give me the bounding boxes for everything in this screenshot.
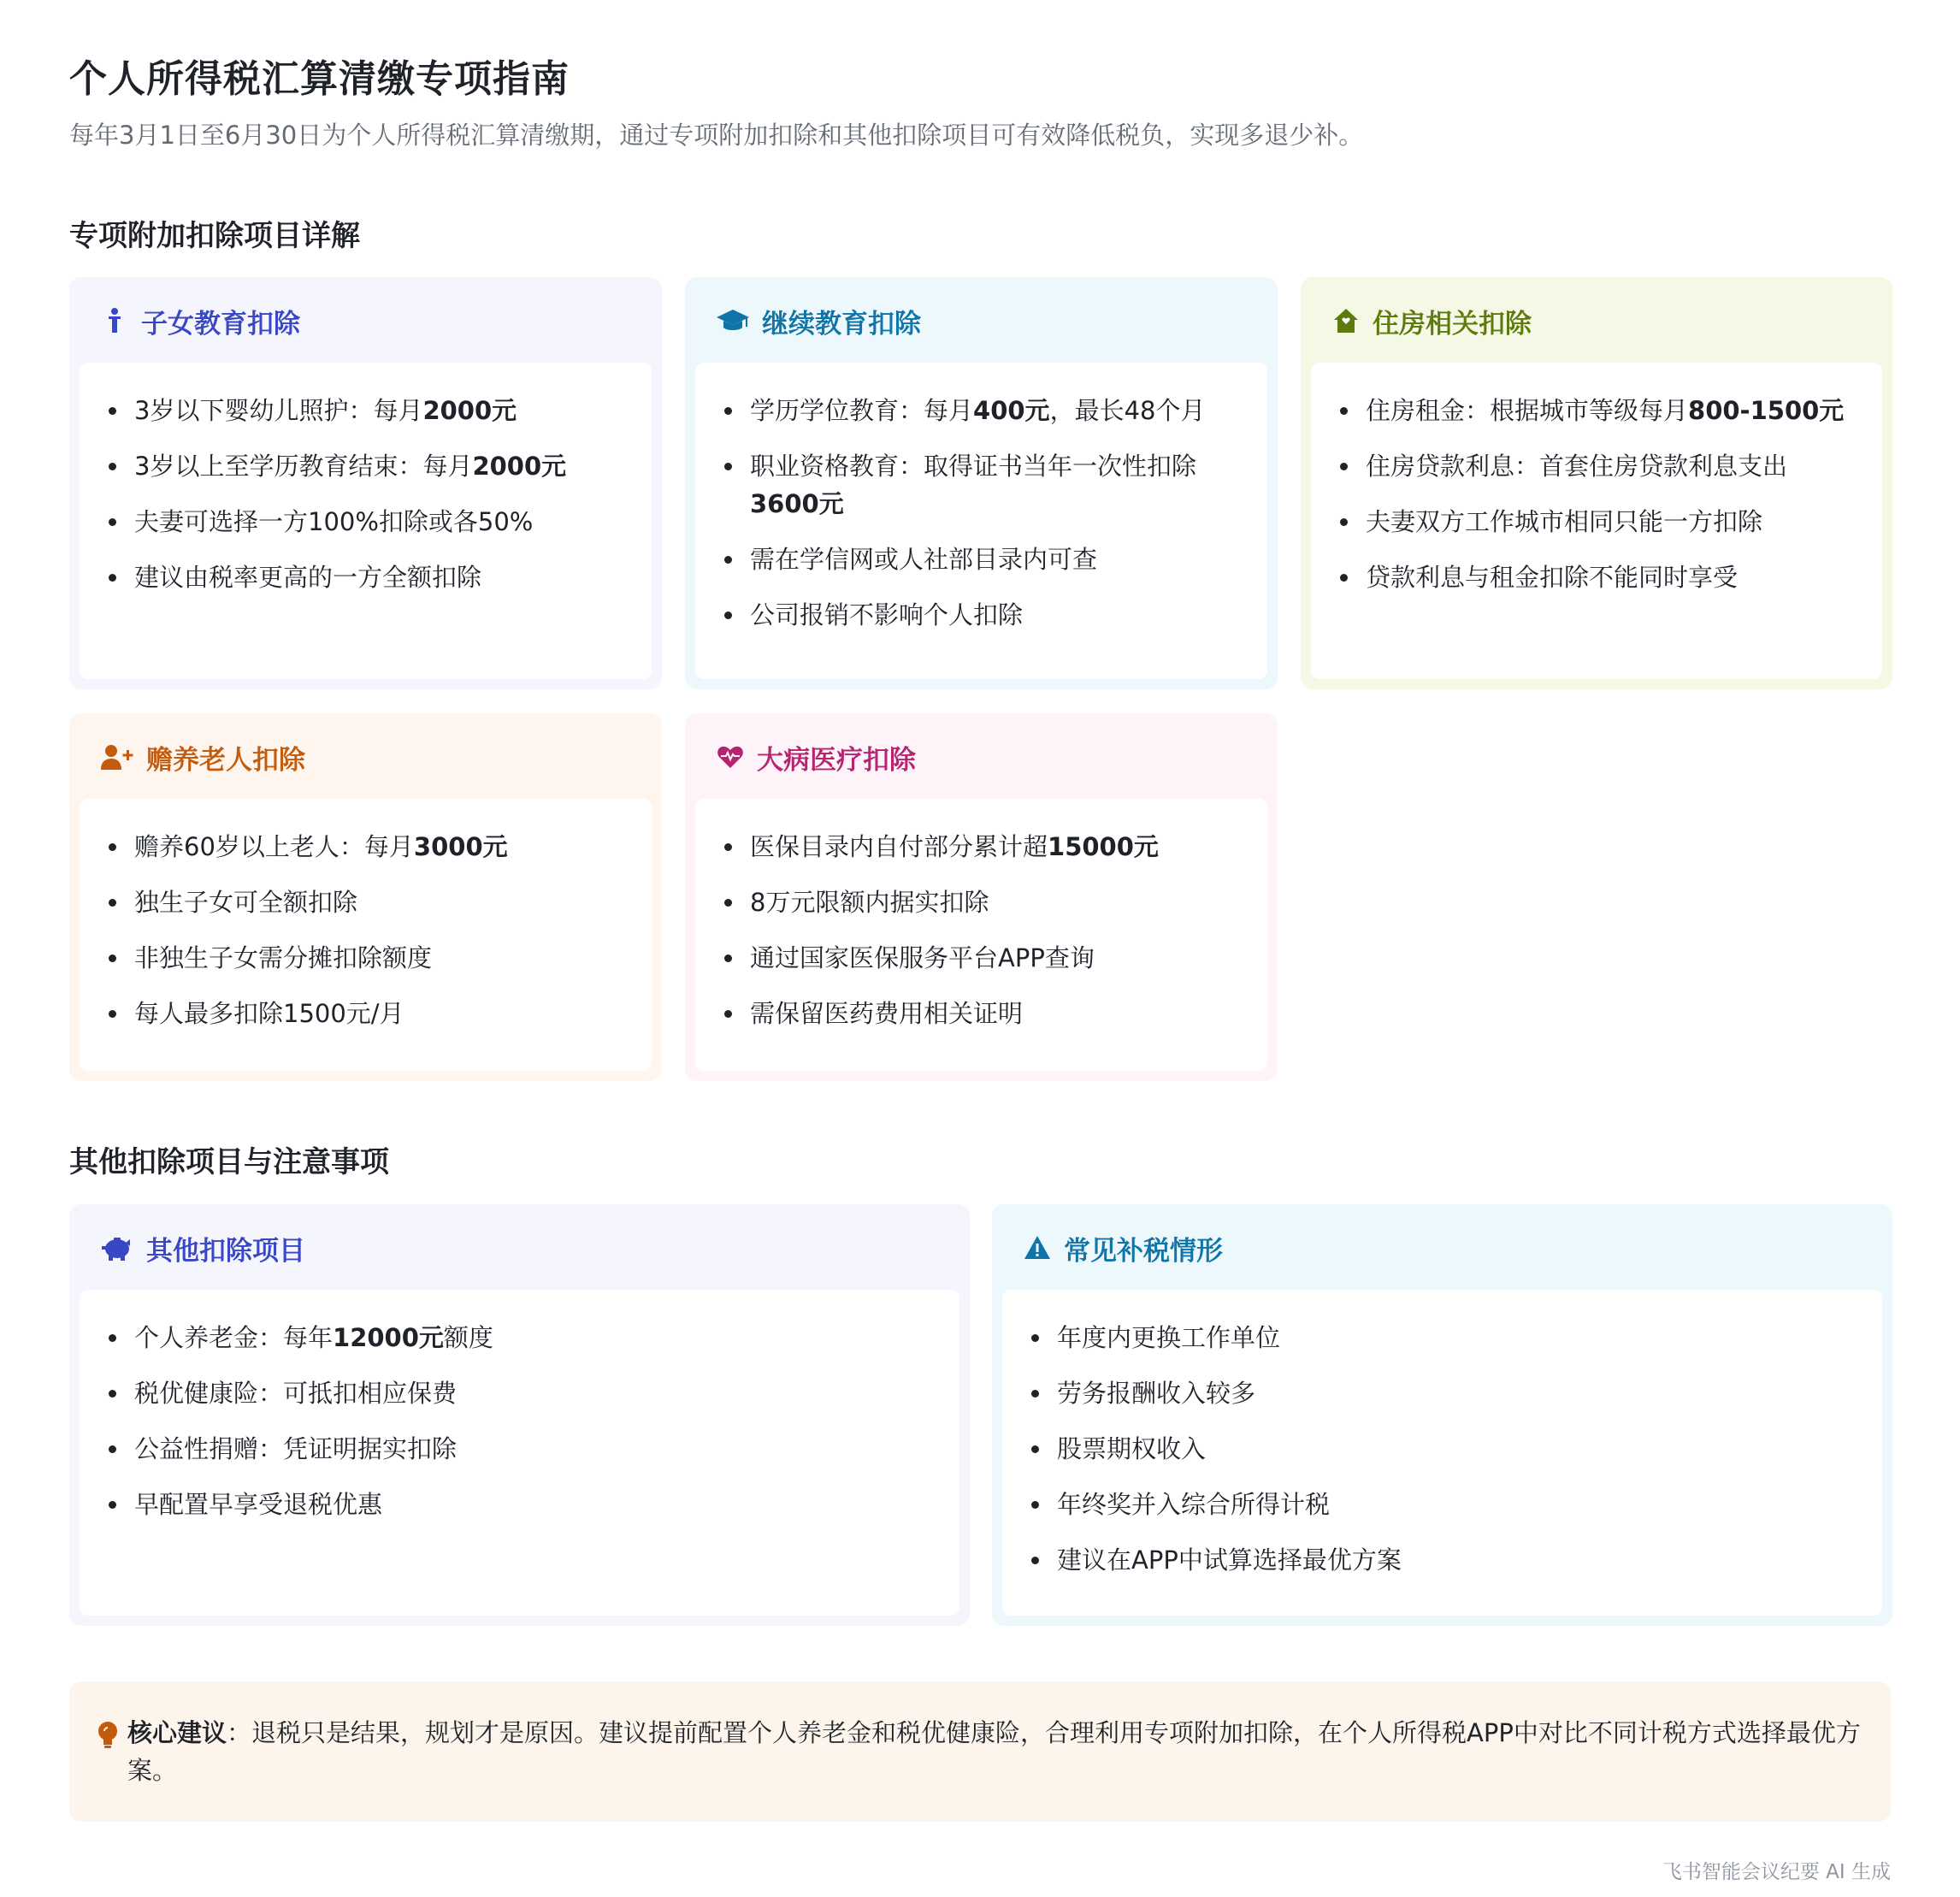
card-body xyxy=(80,1290,959,1616)
house-icon xyxy=(1331,306,1361,335)
card-header xyxy=(716,301,921,340)
card-body xyxy=(80,363,652,679)
footer-attribution: 飞书智能会议纪要 AI 生成 xyxy=(1662,1861,1891,1883)
list-item: 通过国家医保服务平台APP查询 xyxy=(750,939,1267,977)
piggy-bank-icon xyxy=(100,1233,134,1262)
section-title-other: 其他扣除项目与注意事项 xyxy=(69,1145,389,1179)
list-item: 3岁以下婴幼儿照护：每月2000元 xyxy=(134,392,652,429)
list-item: 住房租金：根据城市等级每月800-1500元 xyxy=(1366,392,1882,429)
card-elderly-support xyxy=(69,713,662,1081)
list-item: 医保目录内自付部分累计超15000元 xyxy=(750,828,1267,866)
list-item: 贷款利息与租金扣除不能同时享受 xyxy=(1366,558,1882,596)
card-title: 继续教育扣除 xyxy=(762,308,921,340)
warning-icon xyxy=(1023,1233,1052,1262)
list-item: 个人养老金：每年12000元额度 xyxy=(134,1319,959,1356)
list-item: 年度内更换工作单位 xyxy=(1057,1319,1882,1356)
core-advice-label: 核心建议 xyxy=(127,1718,227,1747)
section-title-special: 专项附加扣除项目详解 xyxy=(69,219,360,253)
card-child-education xyxy=(69,277,662,689)
card-title: 住房相关扣除 xyxy=(1373,308,1532,340)
list-item: 住房贷款利息：首套住房贷款利息支出 xyxy=(1366,447,1882,485)
list-item: 劳务报酬收入较多 xyxy=(1057,1374,1882,1412)
list-item: 税优健康险：可抵扣相应保费 xyxy=(134,1374,959,1412)
card-title: 常见补税情形 xyxy=(1064,1235,1223,1267)
card-common-tax-cases xyxy=(992,1204,1892,1626)
card-housing xyxy=(1301,277,1892,689)
card-title: 大病医疗扣除 xyxy=(757,744,916,776)
card-header xyxy=(716,737,916,777)
card-other-deductions xyxy=(69,1204,970,1626)
graduation-cap-icon xyxy=(716,306,750,335)
list-item: 每人最多扣除1500元/月 xyxy=(134,995,652,1032)
card-title: 其他扣除项目 xyxy=(146,1235,305,1267)
list-item: 需保留医药费用相关证明 xyxy=(750,995,1267,1032)
list-item: 建议在APP中试算选择最优方案 xyxy=(1057,1541,1882,1579)
card-header xyxy=(1331,301,1532,340)
heart-pulse-icon xyxy=(716,742,745,771)
list-item: 独生子女可全额扣除 xyxy=(134,883,652,921)
card-body xyxy=(1311,363,1882,679)
list-item: 股票期权收入 xyxy=(1057,1430,1882,1468)
list-item: 8万元限额内据实扣除 xyxy=(750,883,1267,921)
card-body xyxy=(695,363,1267,679)
list-item: 夫妻可选择一方100%扣除或各50% xyxy=(134,503,652,541)
card-title: 子女教育扣除 xyxy=(141,308,300,340)
core-advice-text: 核心建议：退税只是结果，规划才是原因。建议提前配置个人养老金和税优健康险，合理利用专项附加扣除，在个人所得税APP中对比不同计税方式选择最优方案。 xyxy=(127,1718,1861,1785)
list-item: 年终奖并入综合所得计税 xyxy=(1057,1486,1882,1523)
list-item: 3岁以上至学历教育结束：每月2000元 xyxy=(134,447,652,485)
page-subtitle: 每年3月1日至6月30日为个人所得税汇算清缴期，通过专项附加扣除和其他扣除项目可有效降低税负，实现多退少补。 xyxy=(69,121,1364,150)
child-icon xyxy=(100,306,129,335)
core-advice-box xyxy=(69,1681,1891,1822)
list-item: 赡养60岁以上老人：每月3000元 xyxy=(134,828,652,866)
list-item: 公益性捐赠：凭证明据实扣除 xyxy=(134,1430,959,1468)
list-item: 学历学位教育：每月400元，最长48个月 xyxy=(750,392,1267,429)
card-body xyxy=(80,799,652,1071)
card-title: 赡养老人扣除 xyxy=(146,744,305,776)
card-body xyxy=(695,799,1267,1071)
page-title: 个人所得税汇算清缴专项指南 xyxy=(69,57,570,101)
card-continuing-education xyxy=(685,277,1278,689)
list-item: 早配置早享受退税优惠 xyxy=(134,1486,959,1523)
list-item: 职业资格教育：取得证书当年一次性扣除 3600元 xyxy=(750,447,1267,523)
card-medical xyxy=(685,713,1278,1081)
list-item: 夫妻双方工作城市相同只能一方扣除 xyxy=(1366,503,1882,541)
card-header xyxy=(100,1228,305,1268)
list-item: 公司报销不影响个人扣除 xyxy=(750,596,1267,634)
list-item: 需在学信网或人社部目录内可查 xyxy=(750,541,1267,578)
card-header xyxy=(100,301,300,340)
lightbulb-icon xyxy=(95,1720,121,1751)
card-body xyxy=(1002,1290,1882,1616)
user-plus-icon xyxy=(100,742,134,771)
card-header xyxy=(100,737,305,777)
card-header xyxy=(1023,1228,1223,1268)
list-item: 建议由税率更高的一方全额扣除 xyxy=(134,558,652,596)
list-item: 非独生子女需分摊扣除额度 xyxy=(134,939,652,977)
